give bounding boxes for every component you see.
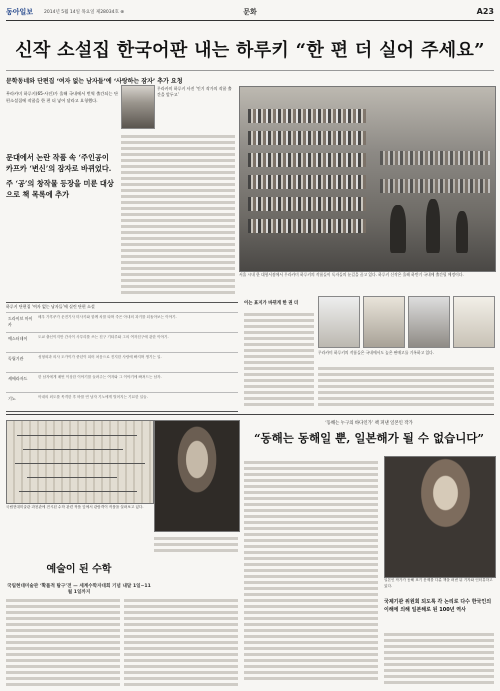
east-sea-pull-quote: 국제기관 위원회 되도록 각 논리로 다수 한국인의 이해에 의해 일본해로 된 100년 역사 — [384, 599, 492, 613]
math-exhibit-photo — [6, 420, 154, 504]
pull-quote: 문대에서 논란 작품 속 ‘주인공이 카프카 ‘변신’의 잠자로 바뀌었다. 주 ‘공’의 창작물 등장을 미룬 대상으로 책 목록에 추가 — [6, 153, 114, 199]
east-sea-body — [244, 458, 378, 688]
math-art-subhead: 국립현대미술관 ‘확률적 탐구’전 — 세계수학자대회 기념 내달 1일~11월 1일까지 — [7, 584, 151, 595]
table-title: 하루키 단편집 ‘여자 없는 남자들’에 실린 단편 소설 — [6, 304, 95, 309]
newspaper-logo: 동아일보 — [6, 8, 34, 16]
writer-caption: 일본인 작가가 동해 표기 문제를 다룬 책을 펴낸 뒤 기자와 인터뷰하고 있다. — [384, 578, 493, 588]
east-sea-headline: “동해는 동해일 뿐, 일본해가 될 수 없습니다” — [253, 431, 485, 445]
table-row: 셰에라자드 한 남자에게 매번 이상한 이야기를 들려주는 여자와 그 이야기에 빠져드는 남자. — [6, 372, 238, 392]
bookstore-photo — [239, 86, 496, 272]
portrait-caption: 무라카미 하루키 사진 ‘인기 작가의 작품 출간을 앞두고’ — [157, 86, 232, 97]
body-column-2 — [244, 310, 314, 410]
body-column-3 — [318, 364, 494, 410]
book-covers — [318, 296, 494, 346]
writer-photo — [384, 456, 496, 578]
table-row: 기노 아내의 외도를 목격한 후 바를 연 남자 기노에게 벌어지는 기묘한 일들. — [6, 392, 238, 411]
lead-paragraph: 무라카미 하루키(65·사진)가 올해 국내에서 번역 출간되는 단편소설집에 작품을 한 편 더 넣어 달라고 요청했다. — [6, 91, 118, 103]
table-row: 예스터데이 도쿄 출신이지만 간사이 사투리를 쓰는 친구 기타루와 그의 여자친구에 관한 이야기. — [6, 332, 238, 352]
main-headline: 신작 소설집 한국어판 내는 하루키 “한 편 더 실어 주세요” — [15, 40, 485, 61]
body-column-1 — [121, 132, 235, 298]
math-body-col-1 — [6, 596, 120, 688]
section-name: 문화 — [243, 8, 257, 16]
subhead-right: 이는 표지가 바뀌게 한 권 더 — [244, 301, 299, 306]
main-deck: 문학동네와 단편집 ‘여자 없는 남자들’에 ‘사랑하는 잠자’ 추가 요청 — [6, 78, 183, 85]
headline-rule — [6, 70, 494, 71]
east-sea-kicker: ‘동해는 누구의 바다인가’ 책 펴낸 일본인 작가 — [325, 421, 413, 426]
math-art-headline: 예술이 된 수학 — [46, 564, 112, 575]
table-row: 독립기관 성형외과 의사 도카이가 중년이 되어 처음으로 진지한 사랑에 빠지며 생기는 일. — [6, 352, 238, 372]
photo-caption: 서울 시내 한 대형서점에서 무라카미 하루키의 작품들이 독자들의 눈길을 끌고 있다. 하루키 신작은 올해 하반기 국내에 출간될 예정이다. — [239, 272, 464, 277]
east-sea-body-2 — [384, 630, 494, 688]
masthead — [6, 6, 494, 21]
stories-table — [6, 302, 238, 412]
scholar-photo — [154, 420, 240, 532]
dateline: 2014년 5월 14일 목요일 제28034호 ⊛ — [44, 10, 125, 15]
section-divider — [6, 414, 494, 415]
math-body-col-2 — [124, 596, 238, 688]
scholar-text — [154, 534, 238, 556]
page-number: A23 — [476, 7, 494, 16]
math-photo-caption: 국립현대미술관 과천관에 전시된 수학 관련 작품 앞에서 관람객이 작품을 살펴보고 있다. — [6, 505, 144, 509]
table-row: 드라이브 마이 카 배우 가후쿠가 운전기사 미사키와 함께 차를 타며 죽은 아내의 과거를 되돌아보는 이야기. — [6, 312, 238, 332]
author-portrait — [121, 85, 155, 129]
books-caption: 무라카미 하루키의 작품들은 국내에서도 높은 판매고를 기록하고 있다. — [318, 350, 435, 355]
